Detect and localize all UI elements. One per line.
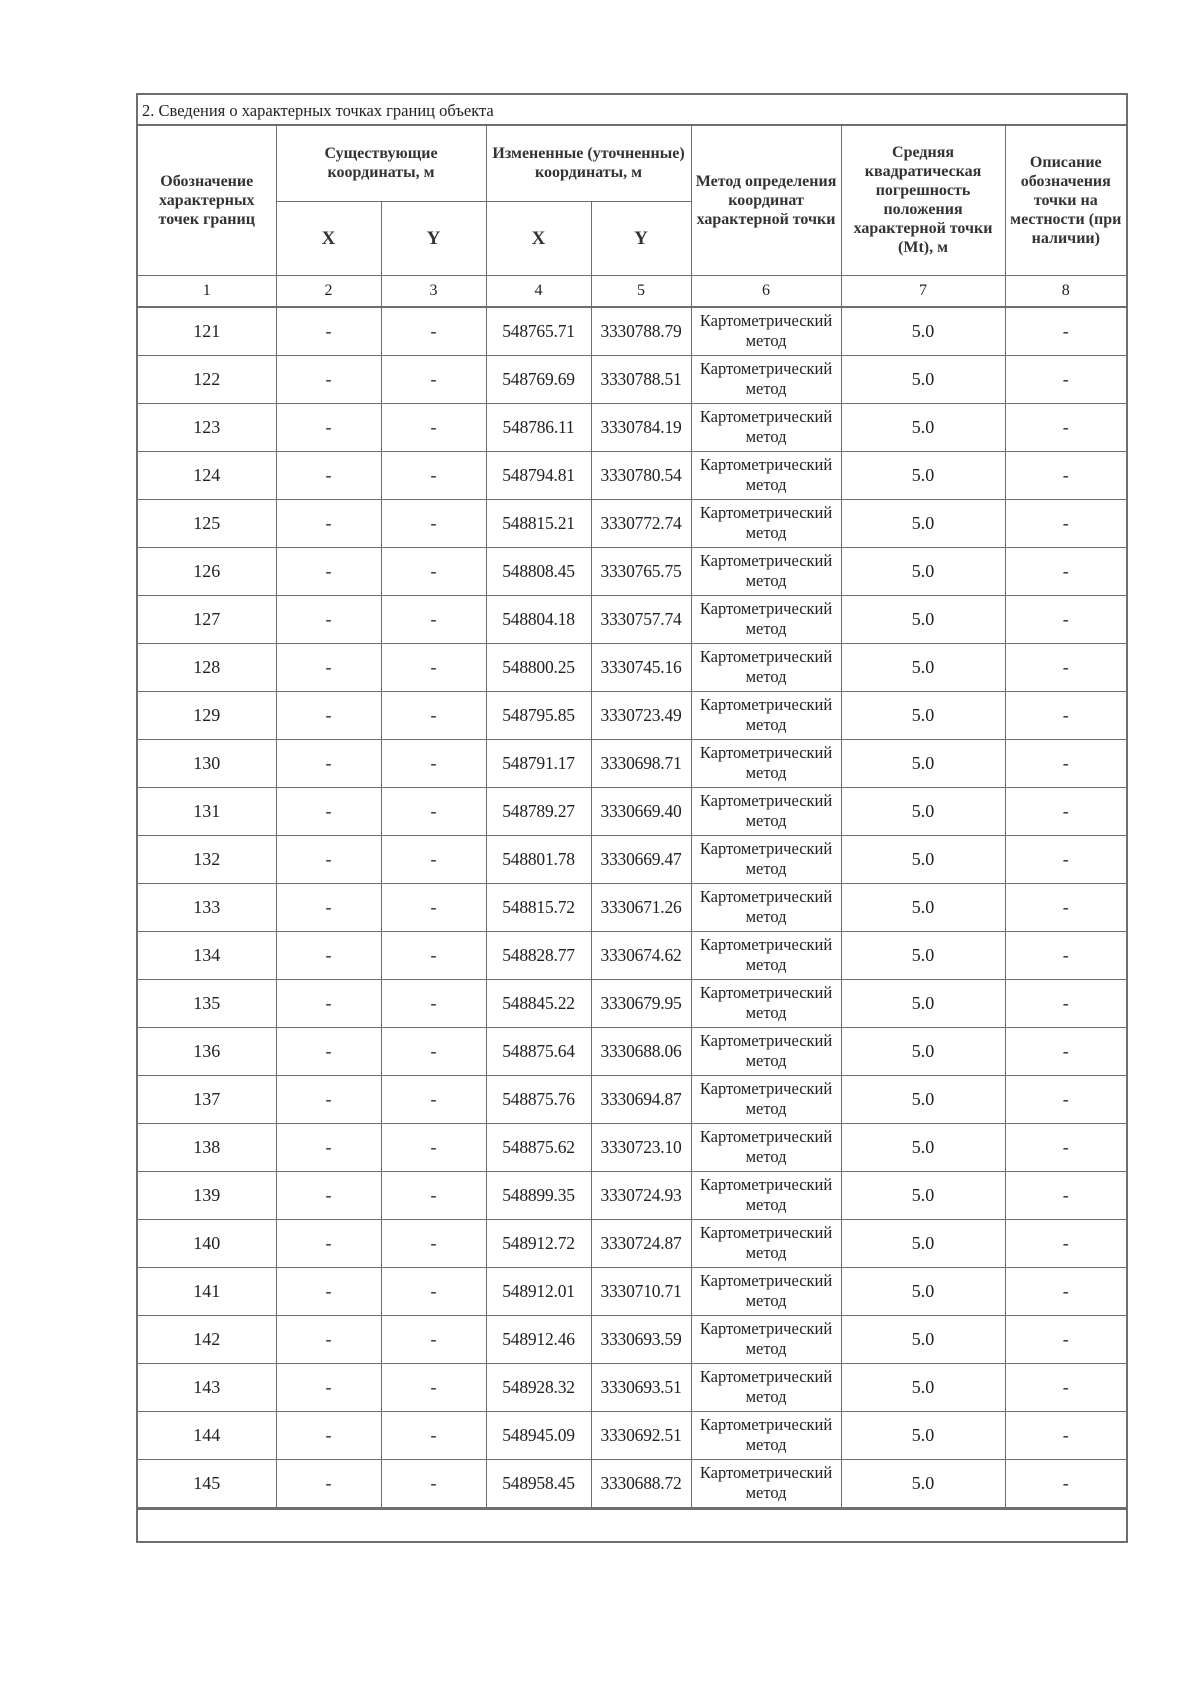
description-cell: - [1005, 979, 1126, 1027]
existing-x-cell: - [276, 547, 381, 595]
error-cell: 5.0 [841, 1171, 1005, 1219]
existing-y-cell: - [381, 979, 486, 1027]
description-cell: - [1005, 1459, 1126, 1507]
existing-x-cell: - [276, 1075, 381, 1123]
existing-x-cell: - [276, 835, 381, 883]
description-cell: - [1005, 355, 1126, 403]
method-cell: Картометрический метод [691, 1459, 841, 1507]
table-row [138, 883, 1126, 931]
table-row [138, 1219, 1126, 1267]
changed-x-cell: 548815.72 [486, 883, 591, 931]
table-row [138, 451, 1126, 499]
point-id-cell: 125 [138, 499, 276, 547]
existing-y-cell: - [381, 1123, 486, 1171]
error-cell: 5.0 [841, 499, 1005, 547]
changed-y-cell: 3330724.87 [591, 1219, 691, 1267]
header-mean-square-error: Средняя квадратическая погрешность положения характерной точки (Mt), м [841, 126, 1005, 275]
error-cell: 5.0 [841, 643, 1005, 691]
point-id-cell: 123 [138, 403, 276, 451]
changed-x-cell: 548789.27 [486, 787, 591, 835]
error-cell: 5.0 [841, 835, 1005, 883]
error-cell: 5.0 [841, 547, 1005, 595]
existing-y-cell: - [381, 451, 486, 499]
point-id-cell: 144 [138, 1411, 276, 1459]
changed-y-cell: 3330693.51 [591, 1363, 691, 1411]
table-row [138, 547, 1126, 595]
table-row [138, 1315, 1126, 1363]
table-row [138, 1027, 1126, 1075]
error-cell: 5.0 [841, 1075, 1005, 1123]
point-id-cell: 130 [138, 739, 276, 787]
existing-x-cell: - [276, 499, 381, 547]
table-row [138, 691, 1126, 739]
table-row [138, 1411, 1126, 1459]
existing-x-cell: - [276, 355, 381, 403]
description-cell: - [1005, 595, 1126, 643]
table-row [138, 307, 1126, 356]
point-id-cell: 129 [138, 691, 276, 739]
existing-y-cell: - [381, 547, 486, 595]
changed-y-cell: 3330693.59 [591, 1315, 691, 1363]
header-method: Метод определения координат характерной точки [691, 126, 841, 275]
existing-y-cell: - [381, 1027, 486, 1075]
column-number: 6 [691, 275, 841, 307]
existing-x-cell: - [276, 451, 381, 499]
changed-x-cell: 548794.81 [486, 451, 591, 499]
table-row [138, 355, 1126, 403]
point-id-cell: 132 [138, 835, 276, 883]
point-id-cell: 135 [138, 979, 276, 1027]
existing-y-cell: - [381, 1219, 486, 1267]
changed-x-cell: 548945.09 [486, 1411, 591, 1459]
point-id-cell: 134 [138, 931, 276, 979]
column-number: 7 [841, 275, 1005, 307]
description-cell: - [1005, 499, 1126, 547]
changed-x-cell: 548899.35 [486, 1171, 591, 1219]
method-cell: Картометрический метод [691, 547, 841, 595]
boundary-points-table [138, 126, 1126, 1508]
error-cell: 5.0 [841, 979, 1005, 1027]
header-changed-y: Y [591, 201, 691, 275]
existing-y-cell: - [381, 835, 486, 883]
existing-x-cell: - [276, 787, 381, 835]
changed-y-cell: 3330692.51 [591, 1411, 691, 1459]
existing-y-cell: - [381, 931, 486, 979]
method-cell: Картометрический метод [691, 1075, 841, 1123]
description-cell: - [1005, 1123, 1126, 1171]
changed-x-cell: 548800.25 [486, 643, 591, 691]
point-id-cell: 122 [138, 355, 276, 403]
description-cell: - [1005, 739, 1126, 787]
table-row [138, 931, 1126, 979]
error-cell: 5.0 [841, 1219, 1005, 1267]
column-number-row [138, 275, 1126, 307]
changed-y-cell: 3330723.10 [591, 1123, 691, 1171]
existing-x-cell: - [276, 403, 381, 451]
method-cell: Картометрический метод [691, 1123, 841, 1171]
changed-y-cell: 3330671.26 [591, 883, 691, 931]
method-cell: Картометрический метод [691, 835, 841, 883]
description-cell: - [1005, 1267, 1126, 1315]
changed-y-cell: 3330698.71 [591, 739, 691, 787]
changed-x-cell: 548912.46 [486, 1315, 591, 1363]
column-number: 5 [591, 275, 691, 307]
changed-y-cell: 3330679.95 [591, 979, 691, 1027]
error-cell: 5.0 [841, 307, 1005, 356]
changed-x-cell: 548804.18 [486, 595, 591, 643]
point-id-cell: 136 [138, 1027, 276, 1075]
existing-x-cell: - [276, 1267, 381, 1315]
point-id-cell: 143 [138, 1363, 276, 1411]
error-cell: 5.0 [841, 355, 1005, 403]
changed-x-cell: 548791.17 [486, 739, 591, 787]
existing-x-cell: - [276, 931, 381, 979]
description-cell: - [1005, 931, 1126, 979]
description-cell: - [1005, 787, 1126, 835]
method-cell: Картометрический метод [691, 883, 841, 931]
description-cell: - [1005, 835, 1126, 883]
point-id-cell: 127 [138, 595, 276, 643]
error-cell: 5.0 [841, 787, 1005, 835]
point-id-cell: 121 [138, 307, 276, 356]
existing-x-cell: - [276, 1027, 381, 1075]
changed-x-cell: 548808.45 [486, 547, 591, 595]
method-cell: Картометрический метод [691, 979, 841, 1027]
point-id-cell: 128 [138, 643, 276, 691]
column-number: 1 [138, 275, 276, 307]
table-body [138, 307, 1126, 1508]
existing-y-cell: - [381, 1459, 486, 1507]
changed-y-cell: 3330724.93 [591, 1171, 691, 1219]
error-cell: 5.0 [841, 883, 1005, 931]
changed-x-cell: 548769.69 [486, 355, 591, 403]
error-cell: 5.0 [841, 403, 1005, 451]
existing-y-cell: - [381, 1315, 486, 1363]
method-cell: Картометрический метод [691, 499, 841, 547]
error-cell: 5.0 [841, 1027, 1005, 1075]
table-header [138, 126, 1126, 307]
existing-y-cell: - [381, 739, 486, 787]
point-id-cell: 124 [138, 451, 276, 499]
changed-y-cell: 3330669.47 [591, 835, 691, 883]
changed-x-cell: 548765.71 [486, 307, 591, 356]
changed-y-cell: 3330688.72 [591, 1459, 691, 1507]
existing-x-cell: - [276, 1219, 381, 1267]
changed-x-cell: 548801.78 [486, 835, 591, 883]
point-id-cell: 139 [138, 1171, 276, 1219]
error-cell: 5.0 [841, 691, 1005, 739]
section-title: 2. Сведения о характерных точках границ объекта [138, 95, 1126, 126]
description-cell: - [1005, 643, 1126, 691]
existing-y-cell: - [381, 1171, 486, 1219]
changed-x-cell: 548786.11 [486, 403, 591, 451]
changed-y-cell: 3330694.87 [591, 1075, 691, 1123]
method-cell: Картометрический метод [691, 1315, 841, 1363]
description-cell: - [1005, 883, 1126, 931]
changed-x-cell: 548912.01 [486, 1267, 591, 1315]
existing-y-cell: - [381, 307, 486, 356]
existing-x-cell: - [276, 691, 381, 739]
description-cell: - [1005, 691, 1126, 739]
table-row [138, 1075, 1126, 1123]
table-row [138, 595, 1126, 643]
changed-x-cell: 548875.64 [486, 1027, 591, 1075]
changed-y-cell: 3330757.74 [591, 595, 691, 643]
existing-x-cell: - [276, 1363, 381, 1411]
table-row [138, 835, 1126, 883]
existing-x-cell: - [276, 1123, 381, 1171]
changed-x-cell: 548828.77 [486, 931, 591, 979]
method-cell: Картометрический метод [691, 1267, 841, 1315]
column-number: 8 [1005, 275, 1126, 307]
changed-x-cell: 548845.22 [486, 979, 591, 1027]
method-cell: Картометрический метод [691, 595, 841, 643]
error-cell: 5.0 [841, 1123, 1005, 1171]
existing-y-cell: - [381, 1075, 486, 1123]
changed-y-cell: 3330674.62 [591, 931, 691, 979]
boundary-points-sheet [136, 93, 1128, 1543]
description-cell: - [1005, 403, 1126, 451]
existing-x-cell: - [276, 1459, 381, 1507]
error-cell: 5.0 [841, 1363, 1005, 1411]
existing-x-cell: - [276, 979, 381, 1027]
changed-y-cell: 3330723.49 [591, 691, 691, 739]
header-existing-coordinates: Существующие координаты, м [276, 126, 486, 201]
table-row [138, 1363, 1126, 1411]
existing-y-cell: - [381, 1363, 486, 1411]
error-cell: 5.0 [841, 931, 1005, 979]
description-cell: - [1005, 1075, 1126, 1123]
changed-x-cell: 548795.85 [486, 691, 591, 739]
point-id-cell: 133 [138, 883, 276, 931]
changed-x-cell: 548875.62 [486, 1123, 591, 1171]
description-cell: - [1005, 1411, 1126, 1459]
method-cell: Картометрический метод [691, 1219, 841, 1267]
description-cell: - [1005, 451, 1126, 499]
changed-y-cell: 3330772.74 [591, 499, 691, 547]
existing-x-cell: - [276, 307, 381, 356]
changed-y-cell: 3330788.51 [591, 355, 691, 403]
error-cell: 5.0 [841, 595, 1005, 643]
existing-y-cell: - [381, 691, 486, 739]
method-cell: Картометрический метод [691, 643, 841, 691]
method-cell: Картометрический метод [691, 451, 841, 499]
changed-y-cell: 3330688.06 [591, 1027, 691, 1075]
table-row [138, 979, 1126, 1027]
point-id-cell: 126 [138, 547, 276, 595]
method-cell: Картометрический метод [691, 931, 841, 979]
header-existing-y: Y [381, 201, 486, 275]
changed-y-cell: 3330788.79 [591, 307, 691, 356]
table-row [138, 1459, 1126, 1507]
method-cell: Картометрический метод [691, 739, 841, 787]
changed-y-cell: 3330745.16 [591, 643, 691, 691]
changed-x-cell: 548912.72 [486, 1219, 591, 1267]
changed-y-cell: 3330710.71 [591, 1267, 691, 1315]
changed-y-cell: 3330765.75 [591, 547, 691, 595]
table-footer-strip [138, 1508, 1126, 1541]
existing-x-cell: - [276, 1411, 381, 1459]
changed-x-cell: 548875.76 [486, 1075, 591, 1123]
error-cell: 5.0 [841, 739, 1005, 787]
changed-y-cell: 3330780.54 [591, 451, 691, 499]
error-cell: 5.0 [841, 1267, 1005, 1315]
existing-y-cell: - [381, 643, 486, 691]
description-cell: - [1005, 1171, 1126, 1219]
method-cell: Картометрический метод [691, 307, 841, 356]
method-cell: Картометрический метод [691, 1171, 841, 1219]
point-id-cell: 142 [138, 1315, 276, 1363]
table-row [138, 1171, 1126, 1219]
description-cell: - [1005, 1363, 1126, 1411]
point-id-cell: 131 [138, 787, 276, 835]
existing-y-cell: - [381, 355, 486, 403]
table-row [138, 1267, 1126, 1315]
point-id-cell: 140 [138, 1219, 276, 1267]
changed-y-cell: 3330784.19 [591, 403, 691, 451]
table-row [138, 1123, 1126, 1171]
error-cell: 5.0 [841, 1315, 1005, 1363]
existing-y-cell: - [381, 1411, 486, 1459]
changed-x-cell: 548928.32 [486, 1363, 591, 1411]
header-existing-x: X [276, 201, 381, 275]
existing-y-cell: - [381, 883, 486, 931]
existing-y-cell: - [381, 595, 486, 643]
existing-x-cell: - [276, 595, 381, 643]
method-cell: Картометрический метод [691, 355, 841, 403]
description-cell: - [1005, 307, 1126, 356]
existing-x-cell: - [276, 643, 381, 691]
existing-x-cell: - [276, 883, 381, 931]
header-changed-x: X [486, 201, 591, 275]
existing-y-cell: - [381, 403, 486, 451]
existing-y-cell: - [381, 499, 486, 547]
table-row [138, 787, 1126, 835]
existing-x-cell: - [276, 739, 381, 787]
error-cell: 5.0 [841, 1411, 1005, 1459]
table-row [138, 643, 1126, 691]
existing-y-cell: - [381, 1267, 486, 1315]
column-number: 4 [486, 275, 591, 307]
existing-x-cell: - [276, 1171, 381, 1219]
description-cell: - [1005, 1315, 1126, 1363]
description-cell: - [1005, 547, 1126, 595]
existing-y-cell: - [381, 787, 486, 835]
table-row [138, 403, 1126, 451]
error-cell: 5.0 [841, 451, 1005, 499]
method-cell: Картометрический метод [691, 403, 841, 451]
column-number: 2 [276, 275, 381, 307]
point-id-cell: 145 [138, 1459, 276, 1507]
error-cell: 5.0 [841, 1459, 1005, 1507]
point-id-cell: 137 [138, 1075, 276, 1123]
method-cell: Картометрический метод [691, 1027, 841, 1075]
point-id-cell: 138 [138, 1123, 276, 1171]
header-designation: Обозначение характерных точек границ [138, 126, 276, 275]
changed-y-cell: 3330669.40 [591, 787, 691, 835]
method-cell: Картометрический метод [691, 1411, 841, 1459]
description-cell: - [1005, 1027, 1126, 1075]
method-cell: Картометрический метод [691, 787, 841, 835]
column-number: 3 [381, 275, 486, 307]
method-cell: Картометрический метод [691, 1363, 841, 1411]
description-cell: - [1005, 1219, 1126, 1267]
header-point-description: Описание обозначения точки на местности (при наличии) [1005, 126, 1126, 275]
method-cell: Картометрический метод [691, 691, 841, 739]
existing-x-cell: - [276, 1315, 381, 1363]
header-changed-coordinates: Измененные (уточненные) координаты, м [486, 126, 691, 201]
changed-x-cell: 548815.21 [486, 499, 591, 547]
point-id-cell: 141 [138, 1267, 276, 1315]
table-row [138, 499, 1126, 547]
table-row [138, 739, 1126, 787]
changed-x-cell: 548958.45 [486, 1459, 591, 1507]
